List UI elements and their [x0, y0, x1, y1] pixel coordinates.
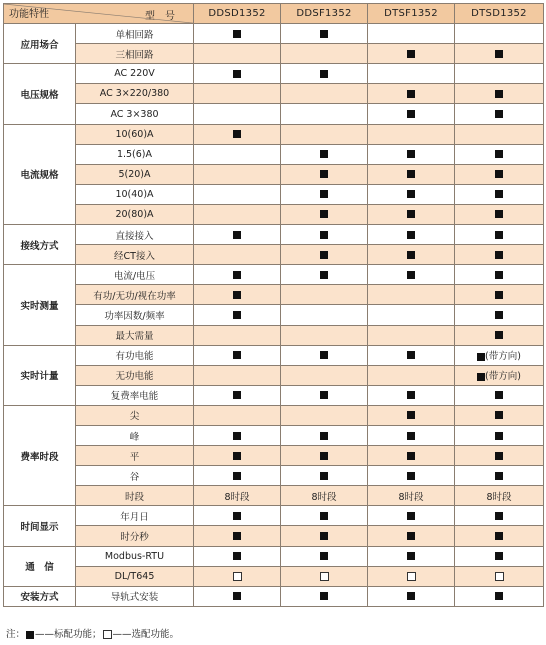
- table-row: [4, 325, 544, 345]
- feature-cell: 1.5(6)A: [76, 144, 194, 164]
- value-cell: [368, 184, 455, 204]
- value-cell: [194, 305, 281, 325]
- filled-square-icon: [233, 552, 241, 560]
- value-cell: [194, 405, 281, 425]
- filled-square-icon: [320, 210, 328, 218]
- value-cell: [281, 365, 368, 385]
- filled-square-icon: [320, 70, 328, 78]
- filled-square-icon: [233, 130, 241, 138]
- value-cell: [281, 385, 368, 405]
- value-cell: [281, 265, 368, 285]
- value-cell: [194, 104, 281, 124]
- value-cell: [455, 245, 544, 265]
- value-cell: [194, 546, 281, 566]
- filled-square-icon: [320, 452, 328, 460]
- filled-square-icon: [407, 452, 415, 460]
- value-cell: 8时段: [368, 486, 455, 506]
- filled-square-icon: [320, 271, 328, 279]
- filled-square-icon: [495, 552, 503, 560]
- table-row: [4, 506, 544, 526]
- value-cell: [368, 225, 455, 245]
- value-suffix: (带方向): [485, 351, 521, 363]
- value-cell: [281, 305, 368, 325]
- value-cell: [368, 104, 455, 124]
- filled-square-icon: [407, 231, 415, 239]
- legend-note: [6, 626, 179, 640]
- value-cell: [281, 506, 368, 526]
- value-cell: [368, 365, 455, 385]
- value-cell: [194, 325, 281, 345]
- table-row: [4, 526, 544, 546]
- value-cell: [281, 225, 368, 245]
- filled-square-icon: [407, 271, 415, 279]
- filled-square-icon: [495, 170, 503, 178]
- table-row: [4, 566, 544, 586]
- value-cell: [368, 24, 455, 44]
- value-cell: [455, 566, 544, 586]
- feature-cell: 10(60)A: [76, 124, 194, 144]
- filled-square-icon: [233, 271, 241, 279]
- filled-square-icon: [407, 532, 415, 540]
- value-cell: [281, 586, 368, 606]
- value-cell: [194, 265, 281, 285]
- value-cell: [368, 44, 455, 64]
- feature-cell: 导轨式安装: [76, 586, 194, 606]
- table-row: [4, 586, 544, 606]
- value-cell: [455, 365, 544, 385]
- value-cell: [368, 124, 455, 144]
- filled-square-icon: [407, 592, 415, 600]
- table-row: [4, 84, 544, 104]
- feature-cell: 5(20)A: [76, 164, 194, 184]
- value-cell: [194, 285, 281, 305]
- value-cell: [368, 204, 455, 224]
- open-square-icon: [407, 572, 416, 581]
- filled-square-icon: [407, 190, 415, 198]
- category-cell: 应用场合: [4, 24, 76, 64]
- value-cell: [194, 506, 281, 526]
- feature-cell: 时段: [76, 486, 194, 506]
- filled-square-icon: [320, 472, 328, 480]
- filled-square-icon: [495, 251, 503, 259]
- value-cell: [194, 425, 281, 445]
- value-cell: [194, 84, 281, 104]
- value-cell: [281, 144, 368, 164]
- value-cell: [281, 84, 368, 104]
- filled-square-icon: [320, 231, 328, 239]
- value-cell: [368, 325, 455, 345]
- table-row: [4, 24, 544, 44]
- filled-square-icon: [407, 251, 415, 259]
- value-cell: [281, 345, 368, 365]
- filled-square-icon: [495, 411, 503, 419]
- feature-cell: 有功/无功/视在功率: [76, 285, 194, 305]
- filled-square-icon: [495, 271, 503, 279]
- filled-square-icon: [495, 90, 503, 98]
- filled-square-icon: [407, 170, 415, 178]
- feature-cell: 尖: [76, 405, 194, 425]
- value-cell: [281, 124, 368, 144]
- filled-square-icon: [233, 452, 241, 460]
- value-cell: [455, 506, 544, 526]
- filled-square-icon: [233, 311, 241, 319]
- filled-square-icon: [477, 353, 485, 361]
- value-cell: [455, 265, 544, 285]
- feature-cell: 年月日: [76, 506, 194, 526]
- value-cell: [368, 506, 455, 526]
- value-cell: [281, 446, 368, 466]
- value-cell: [455, 24, 544, 44]
- value-cell: [194, 44, 281, 64]
- filled-square-icon: [233, 532, 241, 540]
- category-cell: 时间显示: [4, 506, 76, 546]
- filled-square-icon: [320, 190, 328, 198]
- value-cell: [368, 405, 455, 425]
- value-cell: [281, 285, 368, 305]
- filled-square-icon: [407, 150, 415, 158]
- filled-square-icon: [320, 351, 328, 359]
- filled-square-icon: [320, 251, 328, 259]
- feature-cell: AC 3×220/380: [76, 84, 194, 104]
- feature-cell: 有功电能: [76, 345, 194, 365]
- filled-square-icon: [495, 472, 503, 480]
- value-cell: [368, 566, 455, 586]
- filled-square-icon: [495, 532, 503, 540]
- value-cell: 8时段: [194, 486, 281, 506]
- table-row: [4, 486, 544, 506]
- value-cell: [194, 124, 281, 144]
- value-cell: [281, 546, 368, 566]
- value-cell: [368, 285, 455, 305]
- value-cell: [368, 425, 455, 445]
- value-cell: [281, 405, 368, 425]
- filled-square-icon: [407, 50, 415, 58]
- value-cell: [368, 265, 455, 285]
- open-square-icon: [495, 572, 504, 581]
- value-cell: [455, 164, 544, 184]
- table-row: [4, 144, 544, 164]
- value-cell: [281, 526, 368, 546]
- filled-square-icon: [233, 70, 241, 78]
- filled-square-icon: [495, 391, 503, 399]
- table-row: [4, 225, 544, 245]
- value-cell: [368, 64, 455, 84]
- value-cell: [455, 204, 544, 224]
- table-row: [4, 285, 544, 305]
- filled-square-icon: [233, 592, 241, 600]
- value-cell: [194, 586, 281, 606]
- spec-table: [3, 3, 544, 607]
- filled-square-icon: [495, 291, 503, 299]
- table-row: [4, 124, 544, 144]
- feature-cell: 10(40)A: [76, 184, 194, 204]
- value-cell: [368, 84, 455, 104]
- feature-label: 功能特性: [9, 9, 49, 21]
- value-cell: [455, 184, 544, 204]
- filled-square-icon: [320, 170, 328, 178]
- value-cell: [194, 144, 281, 164]
- value-cell: [281, 164, 368, 184]
- feature-cell: 峰: [76, 425, 194, 445]
- value-cell: [368, 385, 455, 405]
- feature-cell: 20(80)A: [76, 204, 194, 224]
- value-cell: 8时段: [455, 486, 544, 506]
- value-cell: [194, 184, 281, 204]
- value-cell: [281, 44, 368, 64]
- feature-cell: AC 3×380: [76, 104, 194, 124]
- value-cell: [455, 225, 544, 245]
- table-row: [4, 104, 544, 124]
- header-row: [4, 4, 544, 24]
- category-cell: 实时计量: [4, 345, 76, 405]
- filled-square-icon: [320, 150, 328, 158]
- filled-square-icon: [407, 472, 415, 480]
- value-cell: [368, 164, 455, 184]
- filled-square-icon: [495, 432, 503, 440]
- model-header: DDSD1352: [194, 4, 281, 24]
- feature-cell: 无功电能: [76, 365, 194, 385]
- value-cell: [281, 184, 368, 204]
- feature-cell: 时分秒: [76, 526, 194, 546]
- feature-cell: DL/T645: [76, 566, 194, 586]
- value-cell: [281, 64, 368, 84]
- value-cell: [368, 245, 455, 265]
- filled-square-icon: [495, 512, 503, 520]
- value-cell: [281, 204, 368, 224]
- table-row: [4, 425, 544, 445]
- value-cell: [281, 466, 368, 486]
- filled-square-icon: [233, 472, 241, 480]
- value-cell: [455, 84, 544, 104]
- value-cell: [194, 24, 281, 44]
- table-row: [4, 204, 544, 224]
- value-cell: [194, 566, 281, 586]
- value-suffix: (带方向): [485, 371, 521, 383]
- table-row: [4, 64, 544, 84]
- table-row: [4, 164, 544, 184]
- filled-square-icon: [407, 411, 415, 419]
- value-cell: [281, 425, 368, 445]
- value-cell: 8时段: [281, 486, 368, 506]
- model-label: 型 号: [145, 11, 175, 22]
- table-row: [4, 446, 544, 466]
- filled-square-icon: [320, 391, 328, 399]
- value-cell: [194, 204, 281, 224]
- value-cell: [455, 526, 544, 546]
- category-cell: 通 信: [4, 546, 76, 586]
- filled-square-icon: [407, 512, 415, 520]
- value-cell: [368, 345, 455, 365]
- feature-cell: 最大需量: [76, 325, 194, 345]
- note-standard: ——标配功能；: [35, 629, 102, 640]
- filled-square-icon: [407, 351, 415, 359]
- filled-square-icon: [26, 631, 34, 639]
- table-row: [4, 305, 544, 325]
- value-cell: [455, 405, 544, 425]
- value-cell: [455, 586, 544, 606]
- value-cell: [455, 104, 544, 124]
- value-cell: [368, 466, 455, 486]
- value-cell: [455, 466, 544, 486]
- value-cell: [455, 144, 544, 164]
- filled-square-icon: [495, 150, 503, 158]
- filled-square-icon: [495, 331, 503, 339]
- table-row: [4, 466, 544, 486]
- feature-cell: Modbus-RTU: [76, 546, 194, 566]
- feature-cell: 单相回路: [76, 24, 194, 44]
- value-cell: [194, 526, 281, 546]
- filled-square-icon: [233, 432, 241, 440]
- filled-square-icon: [320, 532, 328, 540]
- value-cell: [455, 325, 544, 345]
- open-square-icon: [103, 630, 112, 639]
- table-row: [4, 365, 544, 385]
- value-cell: [194, 385, 281, 405]
- table-row: [4, 546, 544, 566]
- feature-cell: 经CT接入: [76, 245, 194, 265]
- feature-cell: 电流/电压: [76, 265, 194, 285]
- value-cell: [368, 586, 455, 606]
- value-cell: [194, 64, 281, 84]
- filled-square-icon: [233, 391, 241, 399]
- value-cell: [455, 546, 544, 566]
- category-cell: 接线方式: [4, 225, 76, 265]
- filled-square-icon: [495, 50, 503, 58]
- category-cell: 安装方式: [4, 586, 76, 606]
- category-cell: 费率时段: [4, 405, 76, 505]
- value-cell: [368, 144, 455, 164]
- filled-square-icon: [495, 311, 503, 319]
- value-cell: [368, 446, 455, 466]
- value-cell: [194, 164, 281, 184]
- feature-cell: 直接接入: [76, 225, 194, 245]
- table-row: [4, 44, 544, 64]
- filled-square-icon: [407, 391, 415, 399]
- feature-cell: AC 220V: [76, 64, 194, 84]
- value-cell: [455, 285, 544, 305]
- value-cell: [455, 44, 544, 64]
- value-cell: [281, 325, 368, 345]
- filled-square-icon: [407, 210, 415, 218]
- filled-square-icon: [407, 90, 415, 98]
- filled-square-icon: [320, 592, 328, 600]
- filled-square-icon: [233, 291, 241, 299]
- table-row: [4, 245, 544, 265]
- model-header: DTSF1352: [368, 4, 455, 24]
- table-row: [4, 265, 544, 285]
- filled-square-icon: [320, 552, 328, 560]
- table-row: [4, 345, 544, 365]
- value-cell: [368, 546, 455, 566]
- filled-square-icon: [407, 552, 415, 560]
- table-row: [4, 385, 544, 405]
- value-cell: [194, 365, 281, 385]
- feature-cell: 谷: [76, 466, 194, 486]
- open-square-icon: [320, 572, 329, 581]
- note-optional: ——选配功能。: [112, 629, 180, 640]
- value-cell: [455, 124, 544, 144]
- filled-square-icon: [495, 110, 503, 118]
- value-cell: [194, 345, 281, 365]
- value-cell: [194, 245, 281, 265]
- value-cell: [455, 385, 544, 405]
- filled-square-icon: [495, 592, 503, 600]
- filled-square-icon: [320, 512, 328, 520]
- feature-cell: 三相回路: [76, 44, 194, 64]
- feature-cell: 功率因数/频率: [76, 305, 194, 325]
- table-row: [4, 405, 544, 425]
- filled-square-icon: [233, 30, 241, 38]
- filled-square-icon: [320, 30, 328, 38]
- category-cell: 电压规格: [4, 64, 76, 124]
- filled-square-icon: [495, 190, 503, 198]
- open-square-icon: [233, 572, 242, 581]
- feature-cell: 平: [76, 446, 194, 466]
- value-cell: [455, 64, 544, 84]
- value-cell: [281, 245, 368, 265]
- value-cell: [455, 446, 544, 466]
- filled-square-icon: [477, 373, 485, 381]
- value-cell: [281, 24, 368, 44]
- filled-square-icon: [407, 110, 415, 118]
- filled-square-icon: [233, 231, 241, 239]
- filled-square-icon: [407, 432, 415, 440]
- filled-square-icon: [495, 231, 503, 239]
- value-cell: [281, 104, 368, 124]
- header-corner: [4, 4, 194, 24]
- value-cell: [368, 305, 455, 325]
- value-cell: [194, 466, 281, 486]
- value-cell: [455, 305, 544, 325]
- value-cell: [194, 225, 281, 245]
- filled-square-icon: [233, 351, 241, 359]
- value-cell: [455, 425, 544, 445]
- value-cell: [368, 526, 455, 546]
- filled-square-icon: [320, 432, 328, 440]
- category-cell: 电流规格: [4, 124, 76, 224]
- value-cell: [281, 566, 368, 586]
- feature-cell: 复费率电能: [76, 385, 194, 405]
- spec-table-body: [4, 4, 544, 607]
- category-cell: 实时测量: [4, 265, 76, 345]
- model-header: DTSD1352: [455, 4, 544, 24]
- value-cell: [455, 345, 544, 365]
- model-header: DDSF1352: [281, 4, 368, 24]
- filled-square-icon: [495, 210, 503, 218]
- filled-square-icon: [233, 512, 241, 520]
- value-cell: [194, 446, 281, 466]
- note-prefix: 注：: [6, 629, 26, 640]
- table-row: [4, 184, 544, 204]
- filled-square-icon: [495, 452, 503, 460]
